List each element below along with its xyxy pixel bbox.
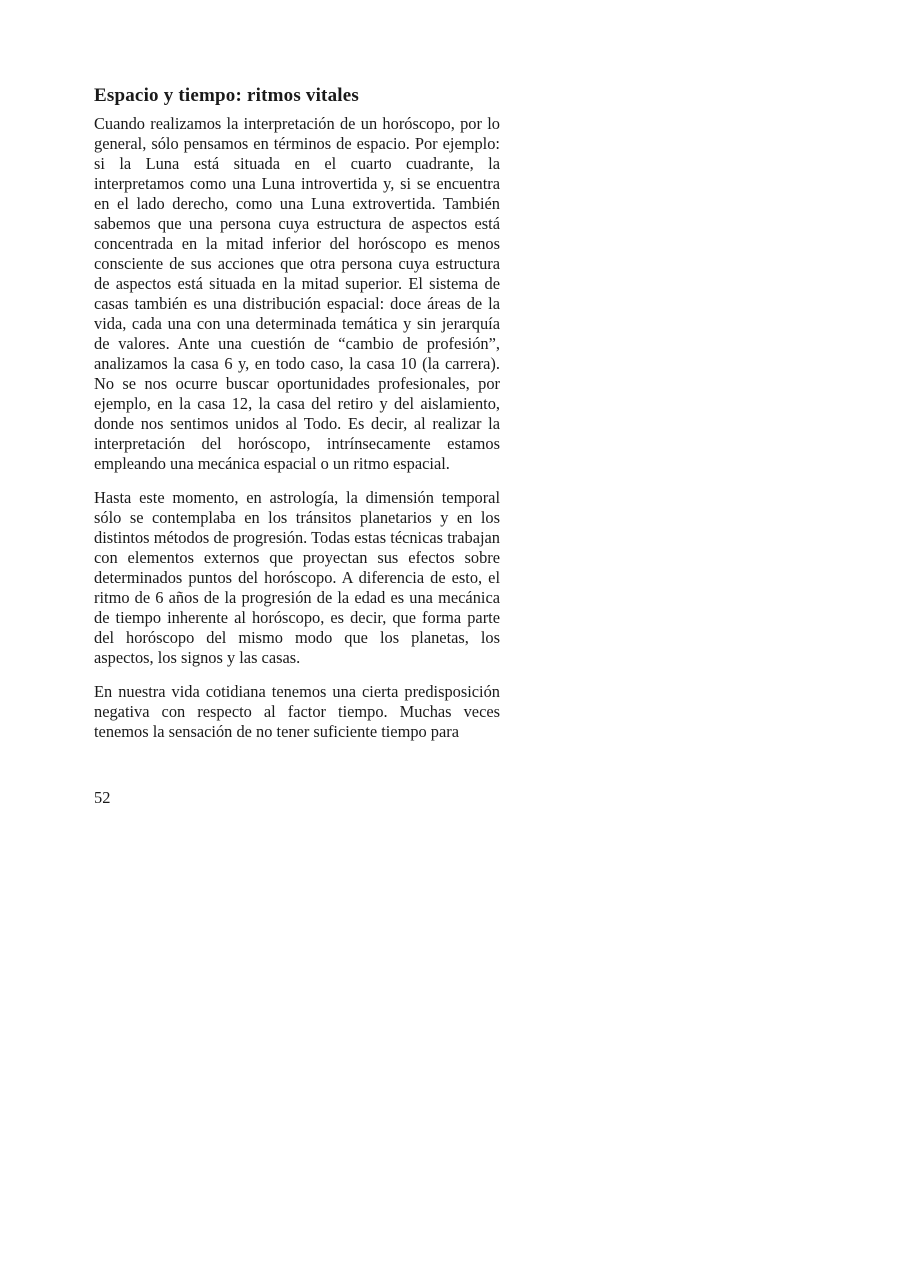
paragraph: Hasta este momento, en astrología, la dimensión temporal sólo se contemplaba en los tránsitos planetarios y en los distintos métodos de progresión. Todas estas técnicas trabajan con elementos externos que proyectan sus efectos sobre determinados puntos del horóscopo. A diferencia de esto, el ritmo de 6 años de la progresión de la edad es una mecánica de tiempo inherente al horóscopo, es decir, que forma parte del horóscopo del mismo modo que los planetas, los aspectos, los signos y las casas.	[94, 488, 500, 667]
section-heading: Espacio y tiempo: ritmos vitales	[94, 85, 359, 106]
paragraph: Cuando realizamos la interpretación de un horóscopo, por lo general, sólo pensamos en términos de espacio. Por ejemplo: si la Luna está situada en el cuarto cuadrante, la interpretamos como una Luna introvertida y, si se encuentra en el lado derecho, como una Luna extrovertida. También sabemos que una persona cuya estructura de aspectos está concentrada en la mitad inferior del horóscopo es menos consciente de sus acciones que otra persona cuya estructura de aspectos está situada en la mitad superior. El sistema de casas también es una distribución espacial: doce áreas de la vida, cada una con una determinada temática y sin jerarquía de valores. Ante una cuestión de “cambio de profesión”, analizamos la casa 6 y, en todo caso, la casa 10 (la carrera). No se nos ocurre buscar oportunidades profesionales, por ejemplo, en la casa 12, la casa del retiro y del aislamiento, donde nos sentimos unidos al Todo. Es decir, al realizar la interpretación del horóscopo, intrínsecamente estamos empleando una mecánica espacial o un ritmo espacial.	[94, 114, 500, 473]
text-column	[94, 84, 500, 756]
paragraph: En nuestra vida cotidiana tenemos una cierta predisposición negativa con respecto al factor tiempo. Muchas veces tenemos la sensación de no tener suficiente tiempo para	[94, 682, 500, 741]
page-number: 52	[94, 788, 111, 807]
